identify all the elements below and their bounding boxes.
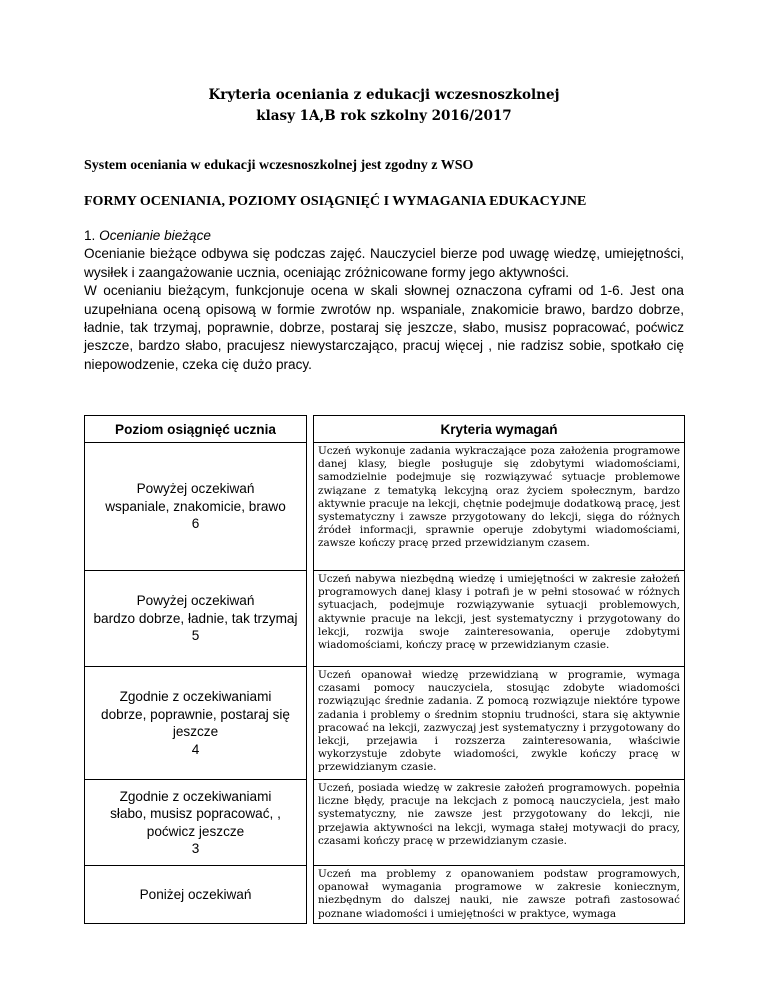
level-name: Poniżej oczekiwań (139, 886, 252, 902)
level-cell (85, 780, 307, 866)
criteria-table (84, 415, 685, 924)
table-row (85, 667, 685, 780)
level-grade: 3 (191, 841, 200, 856)
criteria-cell: Uczeń, posiada wiedzę w zakresie założeń programowych. popełnia liczne błędy, pracuje na lekcjach z pomocą nauczyciela, jest mało systematyczny, nie zawsze jest przygotowany do lekcji, nie przejawia aktywności na lekcji, wymaga stałej motywacji do pracy, czasami kończy pracę w przewidzianym czasie. (314, 780, 685, 866)
criteria-cell: Uczeń wykonuje zadania wykraczające poza założenia programowe danej klasy, biegle posługuje się zdobytymi wiadomościami, samodzielnie podejmuje się rozwiązywać sytuacje problemowe związane z tematyką lekcyjną oraz życiem społecznym, bardzo aktywnie pracuje na lekcji, chętnie podejmuje dodatkową pracę, jest systematyczny i zawsze przygotowany do lekcji, sięga do różnych źródeł informacji, sprawnie operuje zdobytymi wiadomościami, zawsze kończy pracę przed przewidzianym czasem. (314, 443, 685, 571)
level-grade: 6 (191, 516, 200, 532)
level-phrases: dobrze, poprawnie, postaraj się jeszcze (101, 706, 290, 739)
table-row (85, 443, 685, 571)
document-title-line2: klasy 1A,B rok szkolny 2016/2017 (256, 108, 512, 124)
header-level: Poziom osiągnięć ucznia (85, 416, 307, 443)
level-name: Powyżej oczekiwań (136, 593, 255, 609)
section-paragraph-1: Ocenianie bieżące odbywa się podczas zajęć. Nauczyciel bierze pod uwagę wiedzę, umiejętności, wysiłek i zaangażowanie ucznia, oceniając zróżnicowane formy jego aktywności. (84, 246, 684, 280)
criteria-cell: Uczeń nabywa niezbędną wiedzę i umiejętności w zakresie założeń programowych danej klasy i potrafi je w pełni stosować w różnych sytuacjach, podejmuje rozwiązywanie sytuacji problemowych, aktywnie pracuje na lekcji, jest systematyczny i przygotowany do lekcji, rozwija swoje zainteresowania, operuje zdobytymi wiadomościami, kończy pracę w przewidzianym czasie. (314, 571, 685, 667)
criteria-cell: Uczeń ma problemy z opanowaniem podstaw programowych, opanował wymagania programowe w zakresie koniecznym, niezbędnym do dalszej nauki, nie zawsze potrafi zastosować poznane wiadomości i umiejętności w praktyce, wymaga (314, 866, 685, 924)
section-heading (84, 227, 684, 245)
level-grade: 5 (191, 628, 200, 644)
section-ocenianie-biezace (84, 227, 684, 374)
document-title-line1: Kryteria oceniania z edukacji wczesnoszkolnej (208, 87, 560, 103)
section-paragraph-2: W ocenianiu bieżącym, funkcjonuje ocena w skali słownej oznaczona cyframi od 1-6. Jest ona uzupełniana oceną opisową w formie zwrotów np. wspaniale, znakomicie brawo, bardzo dobrze, ładnie, tak trzymaj, poprawnie, dobrze, postaraj się jeszcze, słabo, musisz popracować, poćwicz jeszcze, bardzo słabo, pracujesz niewystarczająco, pracuj więcej , nie radzisz sobie, spotkało cię niepowodzenie, czeka cię dużo pracy. (84, 283, 684, 372)
table-header-row (85, 416, 685, 443)
level-cell (85, 866, 307, 924)
system-statement: System oceniania w edukacji wczesnoszkolnej jest zgodny z WSO (84, 158, 474, 173)
level-name: Powyżej oczekiwań (136, 481, 255, 497)
header-criteria: Kryteria wymagań (314, 416, 685, 443)
level-cell (85, 667, 307, 780)
table-row (85, 780, 685, 866)
forms-heading: FORMY OCENIANIA, POZIOMY OSIĄGNIĘĆ I WYMAGANIA EDUKACYJNE (84, 194, 587, 209)
level-phrases: wspaniale, znakomicie, brawo (105, 498, 286, 514)
level-cell (85, 571, 307, 667)
table-row (85, 866, 685, 924)
level-name: Zgodnie z oczekiwaniami (119, 788, 272, 804)
level-phrases: słabo, musisz popracować, , poćwicz jeszcze (110, 806, 281, 839)
table-row (85, 571, 685, 667)
level-cell (85, 443, 307, 571)
level-grade: 4 (191, 741, 200, 757)
level-phrases: bardzo dobrze, ładnie, tak trzymaj (93, 610, 298, 626)
section-number: 1. (84, 228, 96, 243)
section-title: Ocenianie bieżące (99, 228, 211, 243)
level-name: Zgodnie z oczekiwaniami (119, 689, 272, 704)
criteria-cell: Uczeń opanował wiedzę przewidzianą w programie, wymaga czasami pomocy nauczyciela, stosując zdobyte wiadomości rozwiązując średnie zadania. Z pomocą rozwiązuje niektóre typowe zadania i problemy o średnim stopniu trudności, stara się aktywnie pracować na lekcji, zazwyczaj jest systematyczny i przygotowany do lekcji, przejawia i rozszerza zainteresowania, właściwie wykorzystuje zdobyte wiadomości, zwykle kończy pracę w przewidzianym czasie. (314, 667, 685, 780)
